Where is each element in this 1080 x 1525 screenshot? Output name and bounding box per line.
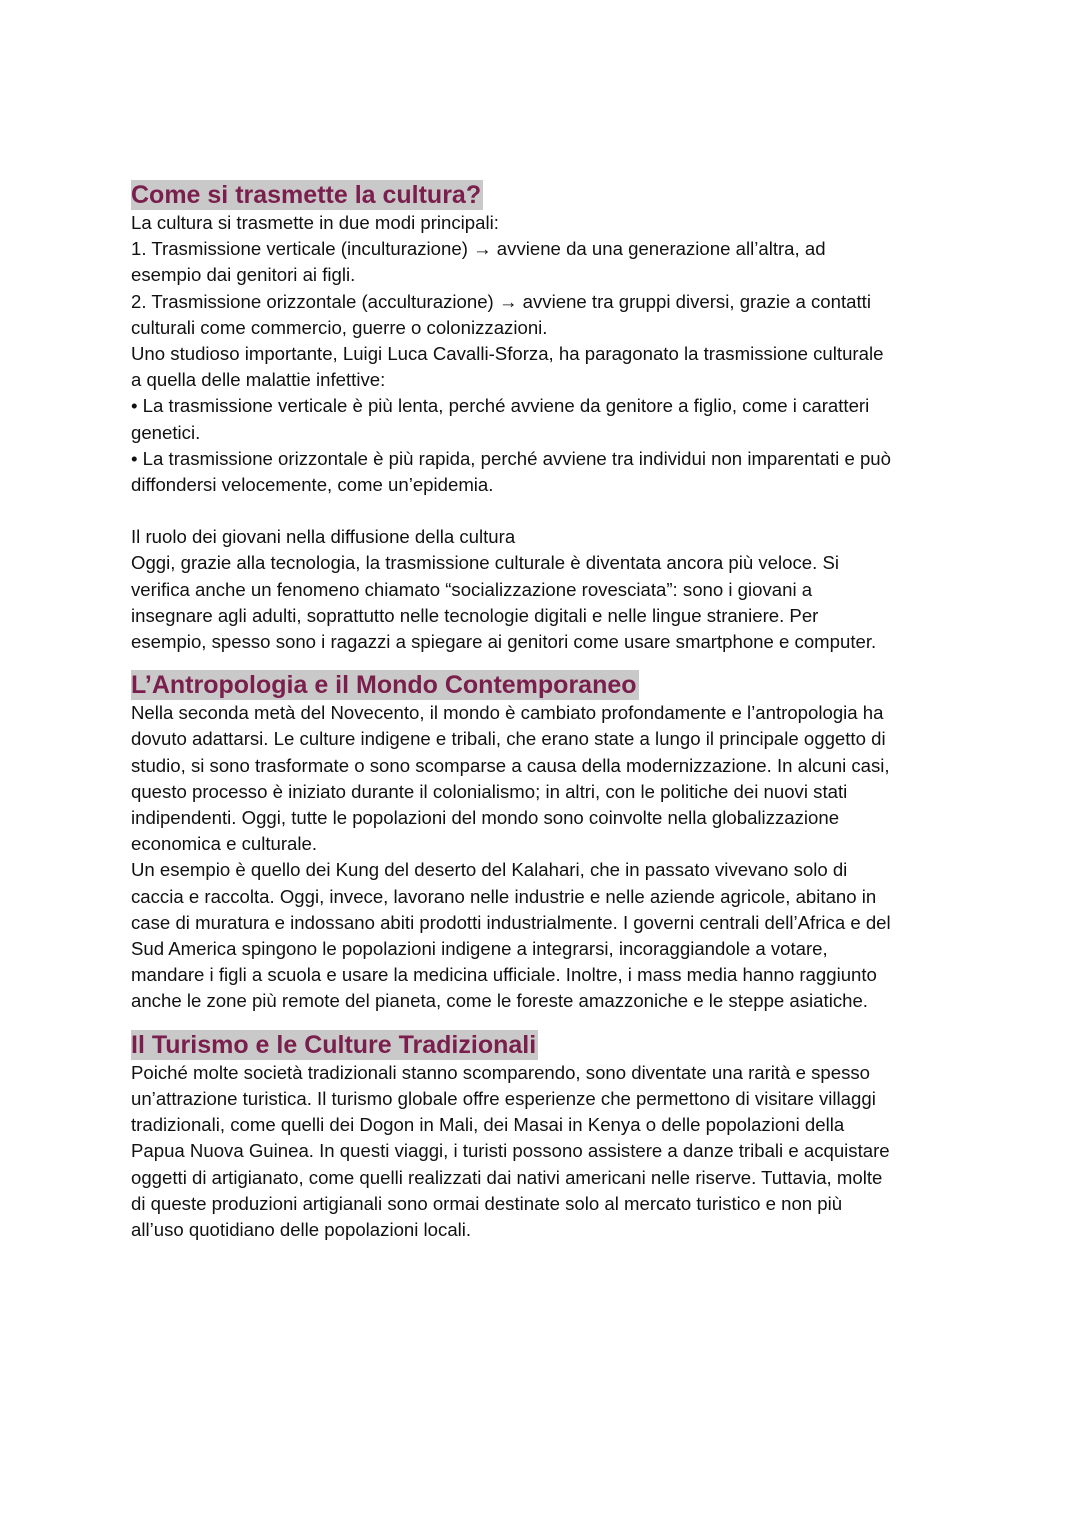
text-line: a quella delle malattie infettive: <box>131 369 386 391</box>
text-line: diffondersi velocemente, come un’epidemia. <box>131 474 494 496</box>
text-line: Oggi, grazie alla tecnologia, la trasmissione culturale è diventata ancora più veloce. Si <box>131 552 839 574</box>
text-line: esempio, spesso sono i ragazzi a spiegare ai genitori come usare smartphone e computer. <box>131 631 877 653</box>
text-line: dovuto adattarsi. Le culture indigene e tribali, che erano state a lungo il principale oggetto di <box>131 728 886 750</box>
text-line: verifica anche un fenomeno chiamato “socializzazione rovesciata”: sono i giovani a <box>131 578 813 600</box>
text-line: • La trasmissione orizzontale è più rapida, perché avviene tra individui non imparentati e può <box>131 447 891 469</box>
text-line: Sud America spingono le popolazioni indigene a integrarsi, incoraggiandole a votare, <box>131 938 828 960</box>
text-line: La cultura si trasmette in due modi principali: <box>131 212 499 233</box>
spacer <box>131 1015 961 1030</box>
text-line: questo processo è iniziato durante il colonialismo; in altri, con le politiche dei nuovi stati <box>131 780 848 802</box>
text-line: 1. Trasmissione verticale (inculturazione) → avviene da una generazione all’altra, ad <box>131 238 826 260</box>
text-line: 2. Trasmissione orizzontale (acculturazione) → avviene tra gruppi diversi, grazie a contatti <box>131 290 871 312</box>
text-line: Papua Nuova Guinea. In questi viaggi, i turisti possono assistere a danze tribali e acquistare <box>131 1140 890 1162</box>
text-line: anche le zone più remote del pianeta, come le foreste amazzoniche e le steppe asiatiche. <box>131 990 868 1012</box>
text-line: genetici. <box>131 421 201 443</box>
section-heading: Come si trasmette la cultura? <box>131 181 482 209</box>
section-anthropology-contemporary <box>131 670 961 1014</box>
text-line: Uno studioso importante, Luigi Luca Cavalli-Sforza, ha paragonato la trasmissione culturale <box>131 343 884 365</box>
text-line: economica e culturale. <box>131 833 318 855</box>
section-youth-role <box>131 524 961 655</box>
section-heading: L’Antropologia e il Mondo Contemporaneo <box>131 671 637 700</box>
text-line: indipendenti. Oggi, tutte le popolazioni del mondo sono coinvolte nella globalizzazione <box>131 807 840 829</box>
text-line: insegnare agli adulti, soprattutto nelle tecnologie digitali e nelle lingue straniere. Per <box>131 604 819 626</box>
section-body <box>131 1060 961 1243</box>
text-line: un’attrazione turistica. Il turismo globale offre esperienze che permettono di visitare villaggi <box>131 1087 876 1109</box>
text-line: studio, si sono trasformate o sono scomparse a causa della modernizzazione. In alcuni casi, <box>131 754 890 776</box>
text-line: culturali come commercio, guerre o colonizzazioni. <box>131 316 548 338</box>
text-line: oggetti di artigianato, come quelli realizzati dai nativi americani nelle riserve. Tuttavia, molte <box>131 1166 883 1188</box>
section-cultural-transmission <box>131 180 961 498</box>
text-line: case di muratura e indossano abiti prodotti industrialmente. I governi centrali dell’Africa e del <box>131 911 891 933</box>
text-line: Un esempio è quello dei Kung del deserto del Kalahari, che in passato vivevano solo di <box>131 859 848 881</box>
document-page <box>131 180 961 1243</box>
text-line: mandare i figli a scuola e usare la medicina ufficiale. Inoltre, i mass media hanno raggiunto <box>131 964 877 986</box>
text-line: caccia e raccolta. Oggi, invece, lavorano nelle industrie e nelle aziende agricole, abitano in <box>131 885 877 907</box>
text-line: Nella seconda metà del Novecento, il mondo è cambiato profondamente e l’antropologia ha <box>131 702 884 724</box>
text-line: Poiché molte società tradizionali stanno scomparendo, sono diventate una rarità e spesso <box>131 1061 871 1083</box>
section-heading: Il Turismo e le Culture Tradizionali <box>131 1030 537 1059</box>
text-line: tradizionali, come quelli dei Dogon in Mali, dei Masai in Kenya o delle popolazioni della <box>131 1114 845 1136</box>
text-line: di queste produzioni artigianali sono ormai destinate solo al mercato turistico e non più <box>131 1192 843 1214</box>
subsection-title: Il ruolo dei giovani nella diffusione della cultura <box>131 526 516 548</box>
section-body <box>131 700 961 1014</box>
text-line: • La trasmissione verticale è più lenta, perché avviene da genitore a figlio, come i caratteri <box>131 395 870 417</box>
spacer <box>131 498 961 524</box>
text-line: esempio dai genitori ai figli. <box>131 264 356 286</box>
spacer <box>131 655 961 670</box>
section-body <box>131 210 961 498</box>
text-line: all’uso quotidiano delle popolazioni locali. <box>131 1218 472 1240</box>
section-tourism-traditional <box>131 1030 961 1243</box>
section-body <box>131 550 961 655</box>
